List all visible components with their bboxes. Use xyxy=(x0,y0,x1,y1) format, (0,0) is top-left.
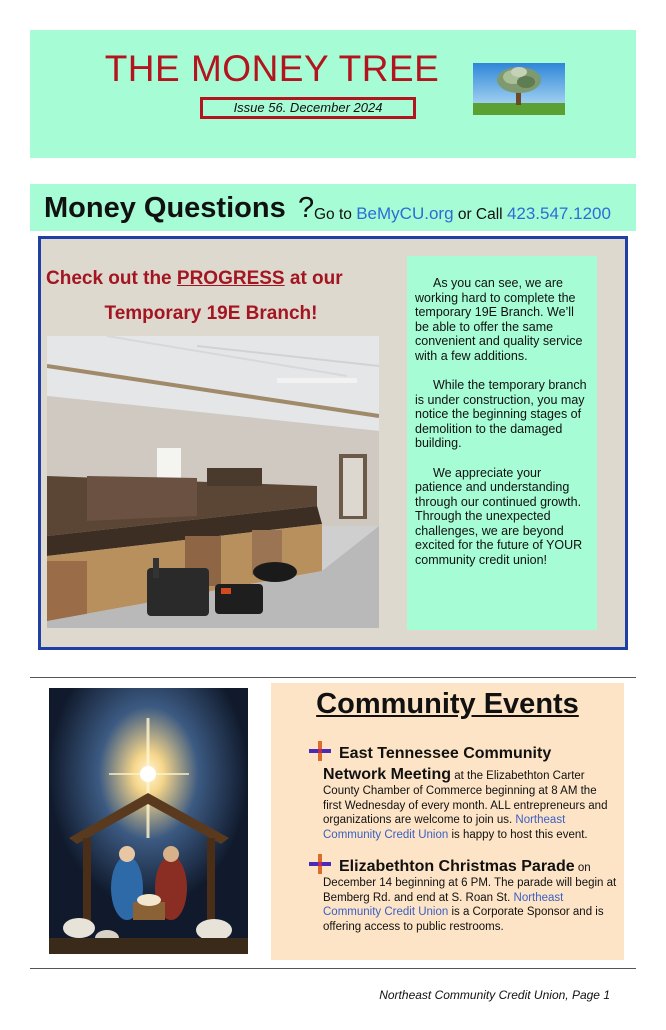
progress-paragraph-1: As you can see, we are working hard to complete the temporary 19E Branch. We’ll be able to offer the same convenient and quality service with a few additions. xyxy=(415,276,583,363)
questions-qmark: ? xyxy=(298,192,315,224)
bullet-1-icon xyxy=(309,741,331,761)
progress-heading-pre: Check out the xyxy=(46,268,177,289)
progress-text-box xyxy=(407,256,597,630)
event-2-text-b: is a Corporate Sponsor and is offering access to public restrooms. xyxy=(323,906,604,933)
goto-text: Go to xyxy=(314,206,357,223)
cross-bullet-icon xyxy=(309,741,331,761)
event-2-body xyxy=(323,858,618,934)
event-1-text-b: is happy to host this event. xyxy=(448,828,588,841)
event-2-text-a: on December 14 beginning at 6 PM. The parade will begin at Bemberg Rd. and end at S. Roan St. xyxy=(323,862,617,904)
events-title: Community Events xyxy=(316,688,579,720)
event-1-body xyxy=(323,766,618,842)
nativity-picture xyxy=(49,688,248,954)
progress-heading-emph: PROGRESS xyxy=(176,268,285,289)
nativity-image xyxy=(49,688,248,954)
event-2-link[interactable]: Northeast Community Credit Union xyxy=(323,891,564,918)
issue-label: Issue 56. December 2024 xyxy=(200,97,416,119)
progress-heading-post: at our xyxy=(284,268,343,289)
branch-interior-picture xyxy=(47,336,379,628)
progress-paragraph-3: We appreciate your patience and understanding through our continued growth. Through the unexpected challenges, we are beyond excited for the future of YOUR community credit union! xyxy=(415,465,583,567)
event-1-link[interactable]: Northeast Community Credit Union xyxy=(323,814,566,841)
divider-top xyxy=(30,677,636,678)
website-link[interactable]: BeMyCU.org xyxy=(356,204,454,223)
divider-bottom xyxy=(30,968,636,969)
or-call-text: or Call xyxy=(453,206,507,223)
event-1-text-a: at the Elizabethton Carter County Chamber of Commerce beginning at 8 AM the first Wednesday of every month. ALL entrepreneurs and organizations are welcome to join us. xyxy=(323,770,608,826)
progress-paragraph-2: While the temporary branch is under construction, you may notice the beginning stages of demolition to the damaged building. xyxy=(415,378,587,450)
event-2-head: Elizabethton Christmas Parade xyxy=(339,858,575,875)
questions-contact xyxy=(314,204,611,224)
money-tree-image xyxy=(473,63,565,115)
questions-bar xyxy=(30,184,636,231)
progress-heading xyxy=(46,268,376,290)
event-1-head-1: East Tennessee Community xyxy=(339,745,552,762)
money-tree-picture xyxy=(473,63,565,115)
event-1-head-2: Network Meeting xyxy=(323,766,452,783)
newsletter-title: THE MONEY TREE xyxy=(104,48,440,89)
phone-number[interactable]: 423.547.1200 xyxy=(506,204,611,223)
questions-heading: Money Questions xyxy=(44,192,286,224)
page-footer: Northeast Community Credit Union, Page 1 xyxy=(379,988,610,1002)
progress-subheading: Temporary 19E Branch! xyxy=(104,303,318,324)
branch-photo xyxy=(47,336,379,628)
